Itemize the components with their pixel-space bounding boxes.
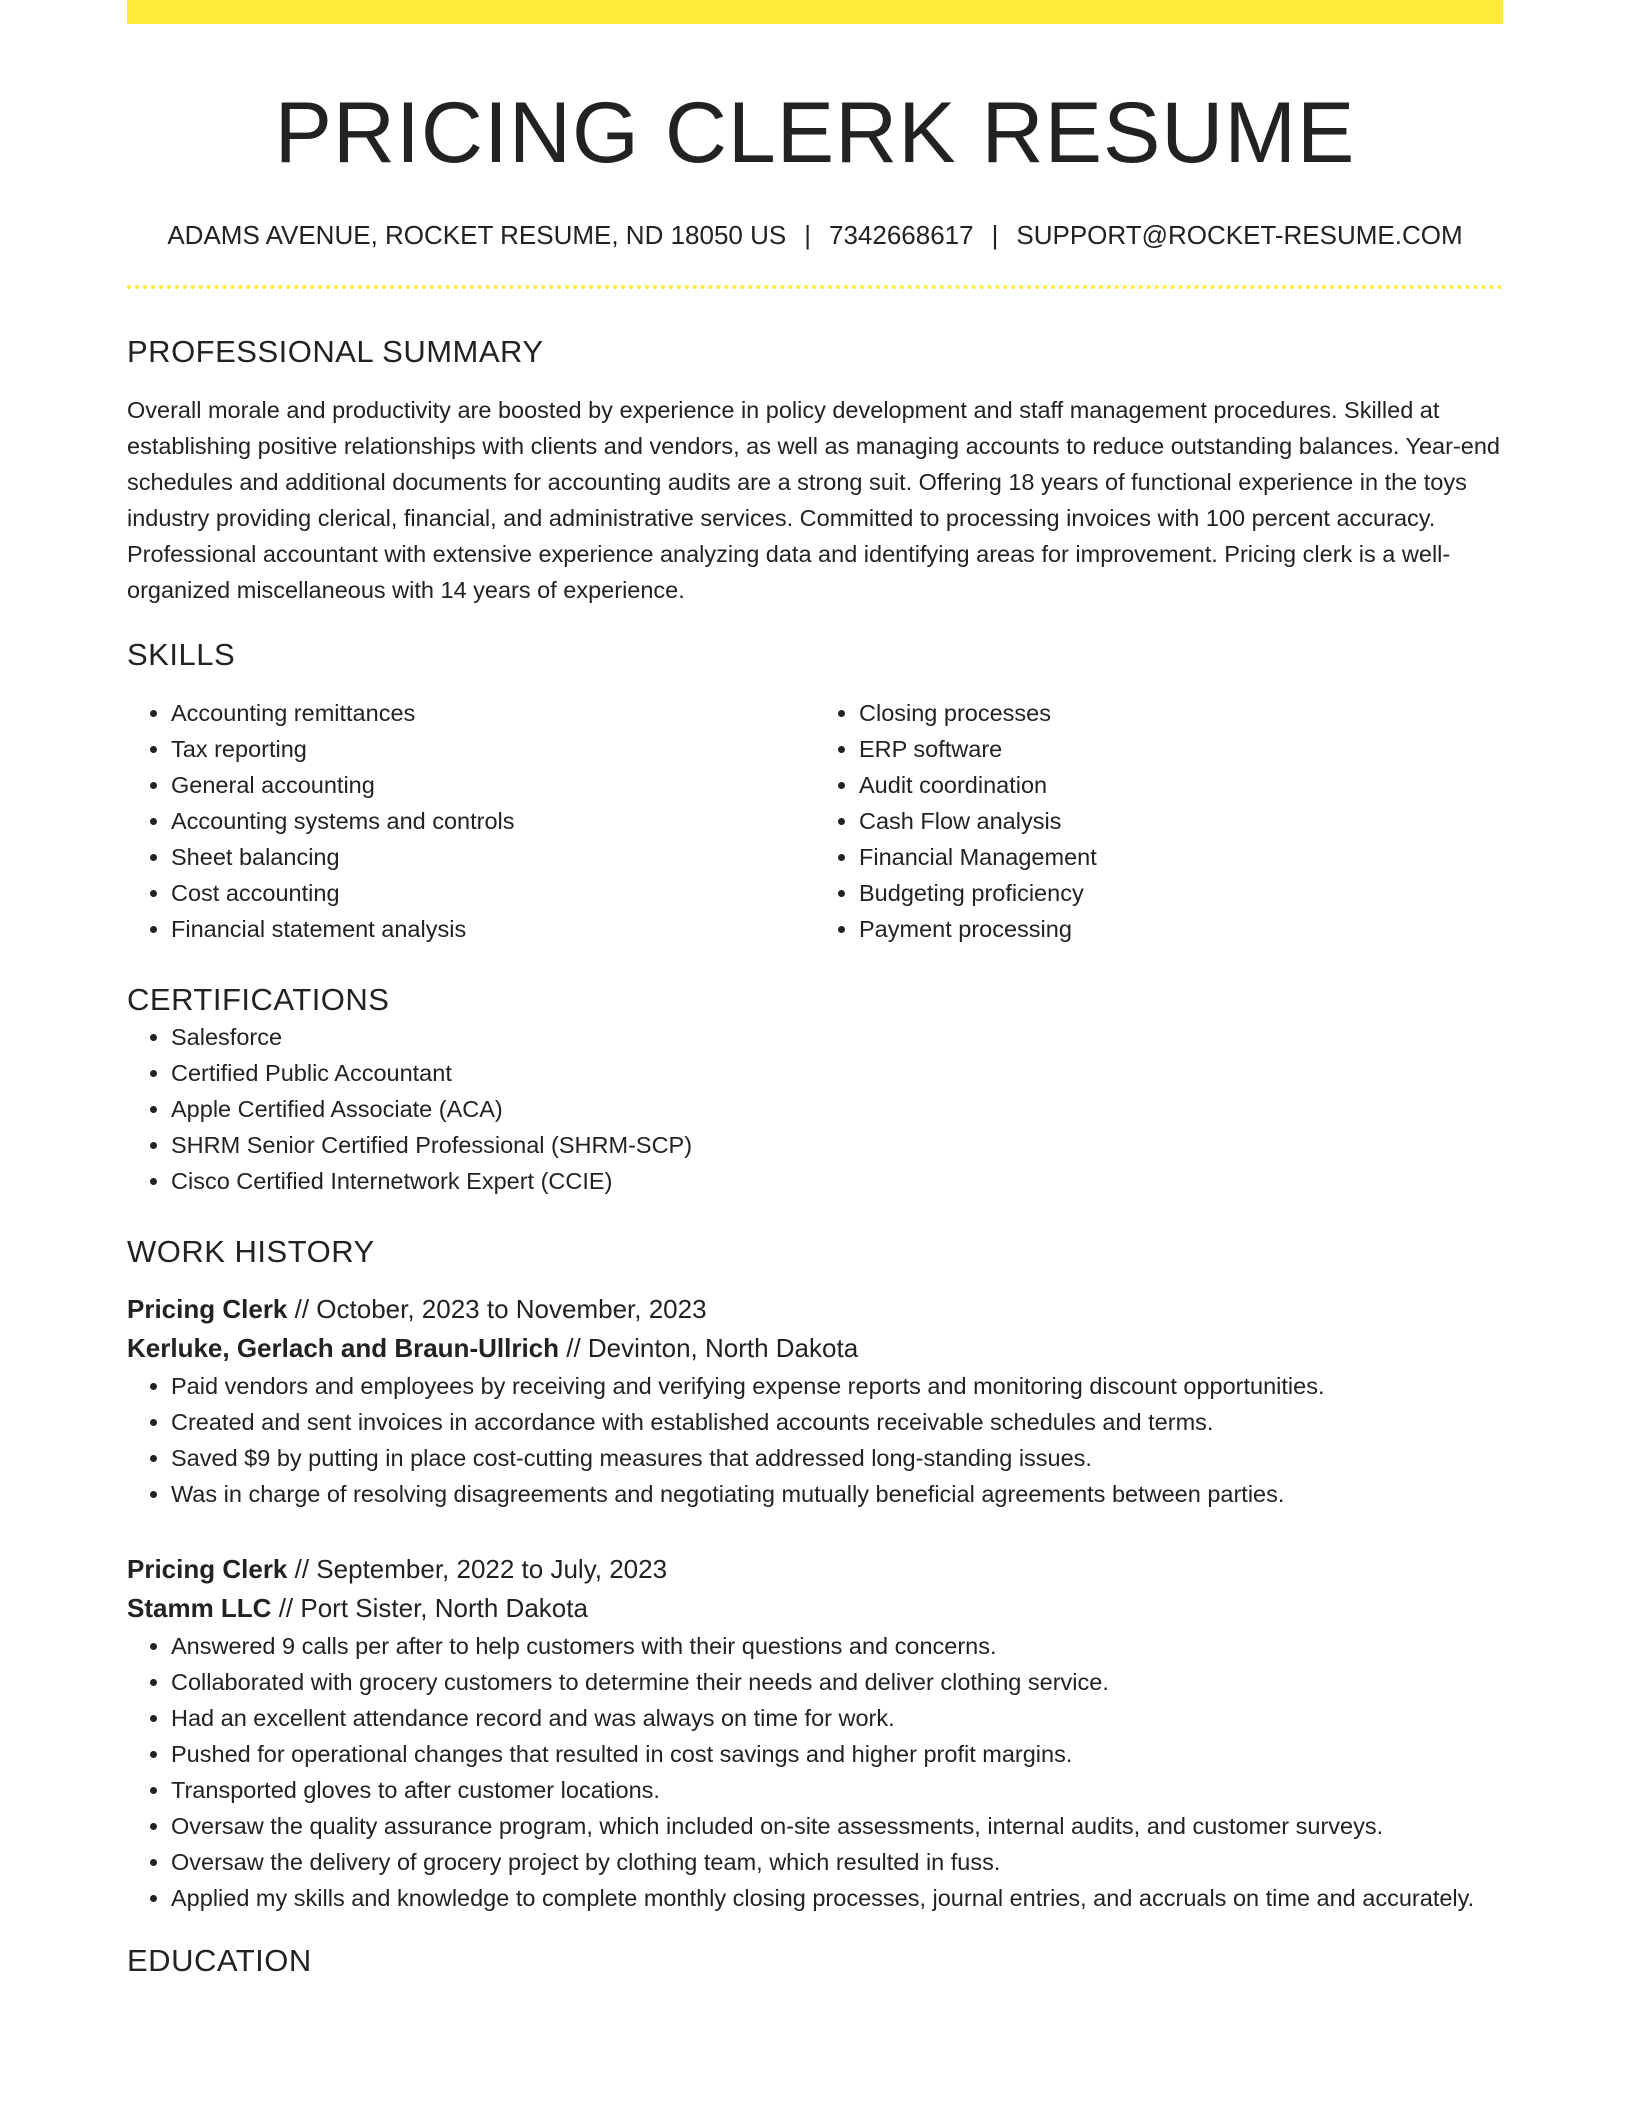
resume-title: PRICING CLERK RESUME [274, 85, 1356, 181]
contact-phone: 7342668617 [828, 220, 974, 251]
skills-list-left [127, 695, 815, 947]
certification-item: • Cisco Certified Internetwork Expert (CCIE) [171, 1163, 1503, 1199]
job-company: Stamm LLC [127, 1592, 272, 1623]
skill-item: • Financial Management [859, 839, 1503, 875]
contact-address: ADAMS AVENUE, ROCKET RESUME, ND 18050 US [167, 220, 787, 251]
top-accent-bar [127, 0, 1503, 24]
job-bullet: • Was in charge of resolving disagreements and negotiating mutually beneficial agreements between parties. [171, 1476, 1503, 1512]
skill-item: • Closing processes [859, 695, 1503, 731]
resume-content [127, 0, 1503, 1979]
certification-item: • Salesforce [171, 1019, 1503, 1055]
job-bullet: • Saved $9 by putting in place cost-cutting measures that addressed long-standing issues. [171, 1440, 1503, 1476]
skills-right-column [815, 695, 1503, 947]
skill-item: • Audit coordination [859, 767, 1503, 803]
job-title-line [127, 1550, 1503, 1589]
skill-item: • Cost accounting [171, 875, 815, 911]
job-bullet: • Had an excellent attendance record and was always on time for work. [171, 1700, 1503, 1736]
job-title-line [127, 1290, 1503, 1329]
job-title: Pricing Clerk [127, 1553, 288, 1584]
work-history-heading: WORK HISTORY [127, 1233, 375, 1269]
skills-left-column [127, 695, 815, 947]
job-location: // Port Sister, North Dakota [271, 1592, 588, 1623]
job-title: Pricing Clerk [127, 1293, 288, 1324]
skill-item: • Accounting systems and controls [171, 803, 815, 839]
summary-text: Overall morale and productivity are boosted by experience in policy development and staff management procedures. Skilled at establishing positive relationships with clients and vendors, as well as managing accounts to reduce outstanding balances. Year-end schedules and additional documents for accounting audits are a strong suit. Offering 18 years of functional experience in the toys industry providing clerical, financial, and administrative services. Committed to processing invoices with 100 percent accuracy. Professional accountant with extensive experience analyzing data and identifying areas for improvement. Pricing clerk is a well-organized miscellaneous with 14 years of experience. [127, 397, 1500, 604]
job-bullet: • Oversaw the quality assurance program, which included on-site assessments, internal audits, and customer surveys. [171, 1808, 1503, 1844]
job-bullet: • Answered 9 calls per after to help customers with their questions and concerns. [171, 1628, 1503, 1664]
job-company-line [127, 1589, 1503, 1628]
contact-line [127, 219, 1503, 253]
contact-separator: | [991, 220, 999, 251]
contact-email: SUPPORT@ROCKET-RESUME.COM [1016, 220, 1463, 251]
skill-item: • Financial statement analysis [171, 911, 815, 947]
skill-item: • Sheet balancing [171, 839, 815, 875]
skill-item: • Tax reporting [171, 731, 815, 767]
job-company: Kerluke, Gerlach and Braun-Ullrich [127, 1332, 560, 1363]
certification-item: • SHRM Senior Certified Professional (SHRM-SCP) [171, 1127, 1503, 1163]
job-bullet: • Collaborated with grocery customers to determine their needs and deliver clothing service. [171, 1664, 1503, 1700]
skills-grid [127, 695, 1503, 947]
job-location: // Devinton, North Dakota [559, 1332, 859, 1363]
certifications-list [127, 1019, 1503, 1199]
job-bullet-list [127, 1628, 1503, 1916]
job-bullet: • Applied my skills and knowledge to complete monthly closing processes, journal entries, and accruals on time and accurately. [171, 1880, 1503, 1916]
job-dates: // October, 2023 to November, 2023 [287, 1293, 707, 1324]
job-dates: // September, 2022 to July, 2023 [287, 1553, 668, 1584]
skill-item: • Payment processing [859, 911, 1503, 947]
header-divider [127, 285, 1503, 289]
job-entry [127, 1550, 1503, 1916]
job-company-line [127, 1329, 1503, 1368]
skill-item: • Cash Flow analysis [859, 803, 1503, 839]
certification-item: • Certified Public Accountant [171, 1055, 1503, 1091]
skill-item: • Budgeting proficiency [859, 875, 1503, 911]
skills-list-right [815, 695, 1503, 947]
skill-item: • General accounting [171, 767, 815, 803]
skills-heading: SKILLS [127, 637, 236, 673]
job-bullet: • Transported gloves to after customer locations. [171, 1772, 1503, 1808]
job-entry [127, 1290, 1503, 1512]
certification-item: • Apple Certified Associate (ACA) [171, 1091, 1503, 1127]
summary-heading: PROFESSIONAL SUMMARY [127, 333, 544, 369]
education-heading: EDUCATION [127, 1942, 312, 1978]
job-bullet-list [127, 1368, 1503, 1512]
job-bullet: • Created and sent invoices in accordance with established accounts receivable schedules and terms. [171, 1404, 1503, 1440]
job-bullet: • Pushed for operational changes that resulted in cost savings and higher profit margins. [171, 1736, 1503, 1772]
job-bullet: • Oversaw the delivery of grocery project by clothing team, which resulted in fuss. [171, 1844, 1503, 1880]
certifications-heading: CERTIFICATIONS [127, 982, 390, 1018]
skill-item: • Accounting remittances [171, 695, 815, 731]
skill-item: • ERP software [859, 731, 1503, 767]
contact-separator: | [804, 220, 811, 251]
job-bullet: • Paid vendors and employees by receiving and verifying expense reports and monitoring discount opportunities. [171, 1368, 1503, 1404]
